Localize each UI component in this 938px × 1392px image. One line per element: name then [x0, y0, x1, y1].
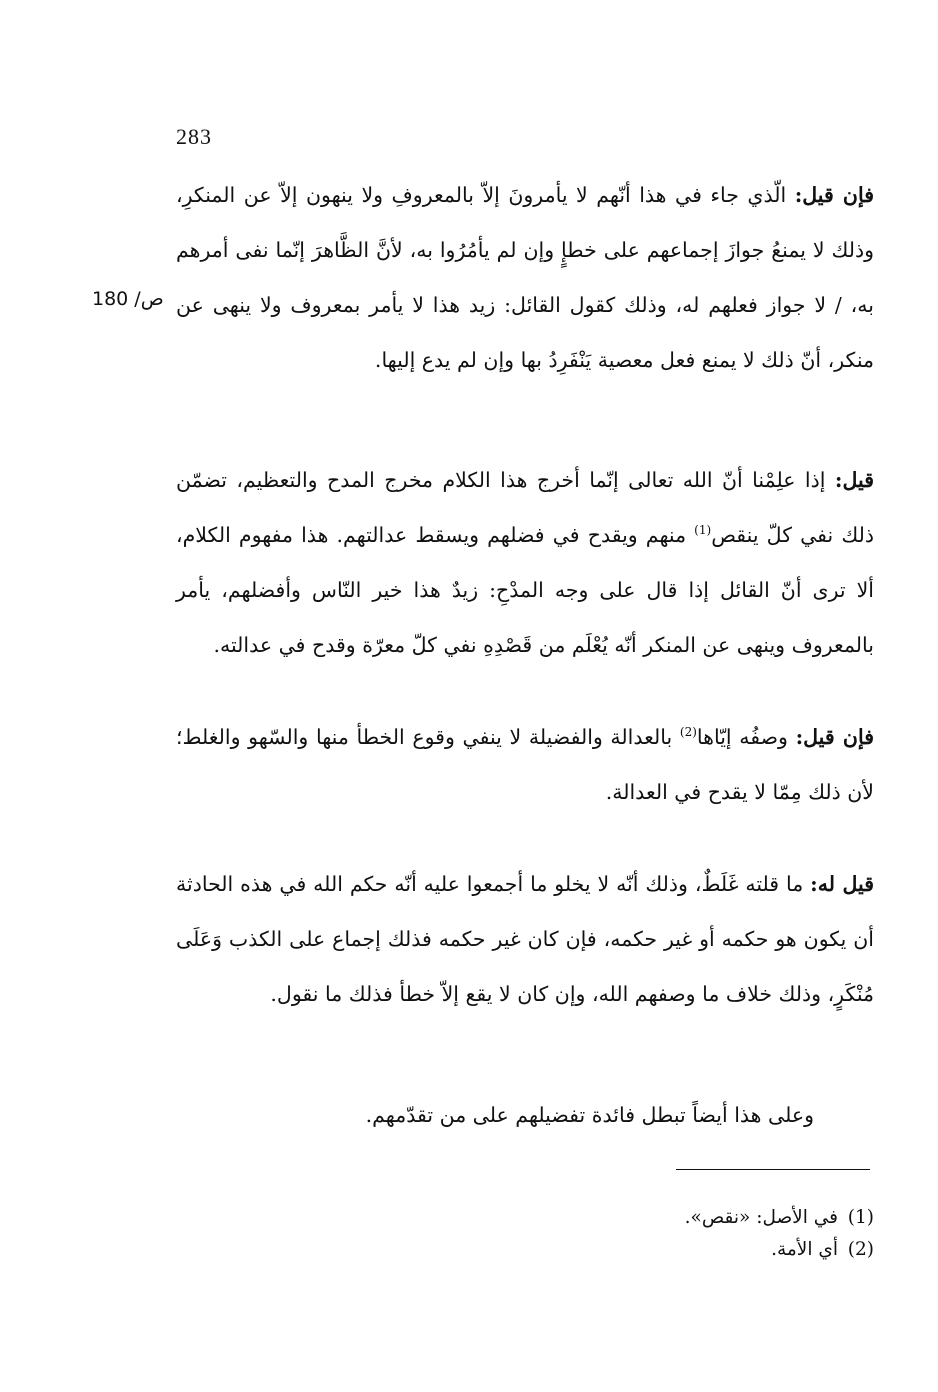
paragraph-lead: فإن قيل: [794, 183, 874, 207]
paragraph-text: وعلى هذا أيضاً تبطل فائدة تفضيلهم على من تقدّمهم. [365, 1103, 814, 1127]
paragraph-1 [176, 168, 874, 388]
paragraph-text-continued: منهم ويقدح في فضلهم ويسقط عدالتهم. هذا مفهوم الكلام، ألا ترى أنّ القائل إذا قال على وجه المدْحِ: زيدٌ هذا خير النّاس وأفضلهم، يأمر بالمعروف وينهى عن المنكر أنّه يُعْلَم من قَصْدِهِ نفي كلّ معرّة وقدح في عدالته. [176, 523, 874, 657]
paragraph-lead: فإن قيل: [795, 725, 875, 749]
paragraph-5 [176, 1088, 874, 1143]
paragraph-3 [176, 710, 874, 820]
footnote-2 [500, 1234, 874, 1266]
paragraph-text: إذا علِمْنا أنّ الله تعالى إنّما أخرج هذا الكلام مخرج المدح والتعظيم، تضمّن ذلك نفي كلّ ينقص [176, 468, 874, 547]
paragraph-lead: قيل: [834, 468, 874, 492]
paragraph-4 [176, 857, 874, 1022]
margin-page-reference: ص/ 180 [92, 288, 164, 310]
paragraph-2 [176, 453, 874, 673]
paragraph-text: الّذي جاء في هذا أنّهم لا يأمرونَ إلاّ بالمعروفِ ولا ينهون إلاّ عن المنكرِ، وذلك لا يمنعُ جوازَ إجماعهم على خطإٍ وإن لم يأمُرُوا به، لأنَّ الظَّاهرَ إنّما نفى أمرهم به، / لا جواز فعلهم له، وذلك كقول القائل: زيد هذا لا يأمر بمعروف ولا ينهى عن منكر، أنّ ذلك لا يمنع فعل معصية يَنْفَرِدُ بها وإن لم يدع إليها. [176, 183, 874, 372]
footnote-separator [676, 1169, 870, 1170]
footnote-text: أي الأمة. [771, 1239, 838, 1260]
paragraph-text-continued: بالعدالة والفضيلة لا ينفي وقوع الخطأ منها والسّهو والغلط؛ لأن ذلك مِمّا لا يقدح في العدالة. [176, 725, 874, 804]
paragraph-text: وصفُه إيّاها [696, 725, 796, 749]
paragraph-lead: قيل له: [810, 872, 875, 896]
page-number: 283 [176, 124, 212, 149]
footnote-number: (1) [847, 1207, 874, 1228]
footnotes [500, 1202, 874, 1266]
footnote-number: (2) [847, 1239, 874, 1260]
footnote-1 [500, 1202, 874, 1234]
footnote-text: في الأصل: «نقص». [684, 1207, 838, 1228]
footnote-marker-2: (2) [679, 725, 697, 740]
paragraph-text: ما قلته غَلَطٌ، وذلك أنّه لا يخلو ما أجمعوا عليه أنّه حكم الله في هذه الحادثة أن يكون هو حكمه أو غير حكمه، فإن كان غير حكمه فذلك إجماع على الكذب وَعَلَى مُنْكَرٍ، وذلك خلاف ما وصفهم الله، وإن كان لا يقع إلاّ خطأ فذلك ما نقول. [176, 872, 874, 1006]
footnote-marker-1: (1) [694, 523, 712, 538]
